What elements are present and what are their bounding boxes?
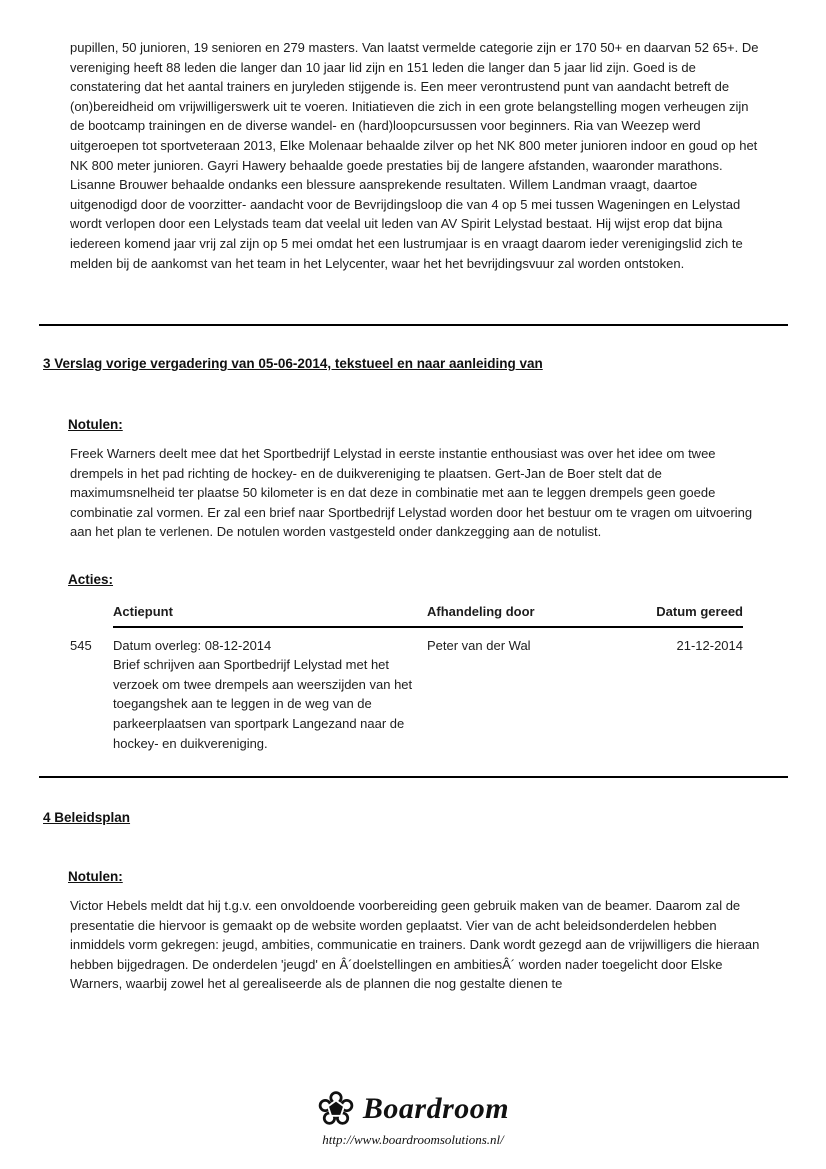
footer-url: http://www.boardroomsolutions.nl/ — [322, 1132, 504, 1147]
acties-header-actiepunt: Actiepunt — [113, 602, 427, 628]
action-row-afhandeling: Peter van der Wal — [427, 637, 531, 653]
section-divider-bottom — [39, 776, 788, 778]
section-3-heading: 3 Verslag vorige vergadering van 05-06-2014, tekstueel en naar aanleiding van — [43, 356, 543, 371]
flower-pentagon-icon — [317, 1090, 355, 1128]
action-row-datum: 21-12-2014 — [676, 637, 743, 653]
action-row-actiepunt — [113, 628, 427, 754]
section-4-heading: 4 Beleidsplan — [43, 810, 131, 825]
acties-table — [70, 602, 743, 753]
acties-header-nr-spacer — [70, 602, 113, 628]
section-divider-top — [39, 324, 788, 326]
page-footer — [0, 1088, 826, 1148]
boardroom-logo-text: Boardroom — [362, 1092, 510, 1125]
acties-header-datum: Datum gereed — [630, 602, 743, 628]
boardroom-logo — [0, 1088, 826, 1130]
action-description: Brief schrijven aan Sportbedrijf Lelystad met het verzoek om twee drempels aan weerszijden van het toegangshek aan te leggen in de weg van de parkeerplaatsen van sportpark Langezand naar de hockey- en duikvereniging. — [113, 657, 413, 751]
acties-heading: Acties: — [68, 572, 114, 587]
notulen-paragraph-section3: Freek Warners deelt mee dat het Sportbedrijf Lelystad in eerste instantie enthousiast was over het idee om twee drempels in het pad richting de hockey- en de duikvereniging te plaatsen. Gert-Jan de Boer stelt dat de maximumsnelheid ter plaatse 50 kilometer is en dat deze in combinatie met aan te leggen drempels geen goede combinatie zal vormen. Er zal een brief naar Sportbedrijf Lelystad worden door het bestuur om te vragen om uitvoering aan het plan te verlenen. De notulen worden vastgesteld onder dankzegging aan de notulist. — [70, 446, 753, 540]
action-date-line: Datum overleg: 08-12-2014 — [113, 637, 272, 653]
notulen-paragraph-section4: Victor Hebels meldt dat hij t.g.v. een onvoldoende voorbereiding geen gebruik maken van de beamer. Daarom zal de presentatie die hiervoor is gemaakt op de website worden geplaatst. Vier van de acht beleidsonderdelen hebben inmiddels vorm gekregen: jeugd, ambities, communicatie en trainers. Dank wordt gezegd aan de vrijwilligers die hieraan hebben bijgedragen. De onderdelen 'jeugd' en Â´doelstellingen en ambitiesÂ´ worden nader toegelicht door Elske Warners, waarbij zowel het al gerealiseerde als de plannen die nog gestalte dienen te — [70, 898, 760, 992]
notulen-heading-section3: Notulen: — [68, 417, 123, 432]
action-row-number: 545 — [70, 637, 92, 653]
intro-paragraph: pupillen, 50 junioren, 19 senioren en 279 masters. Van laatst vermelde categorie zijn er 170 50+ en daarvan 52 65+. De vereniging heeft 88 leden die langer dan 10 jaar lid zijn en 151 leden die langer dan 5 jaar lid zijn. Goed is de constatering dat het aantal trainers en juryleden stijgende is. Een meer verontrustend punt van aandacht betreft de (on)bereidheid om vrijwilligerswerk uit te voeren. Initiatieven die zich in een grote belangstelling mogen verheugen zijn de bootcamp trainingen en de diverse wandel- en (hard)loopcursussen voor beginners. Ria van Weezep werd uitgeroepen tot sportveteraan 2013, Elke Molenaar behaalde zilver op het NK 800 meter junioren indoor en goud op het NK 800 meter junioren. Gayri Hawery behaalde goede prestaties bij de langere afstanden, waaronder marathons. Lisanne Brouwer behaalde ondanks een blessure aansprekende resultaten. Willem Landman vraagt, daartoe uitgenodigd door de voorzitter- aandacht voor de Bevrijdingsloop die van 4 op 5 mei tussen Wageningen en Lelystad wordt verlopen door een Lelystads team dat veelal uit leden van AV Spirit Lelystad bestaat. Hij wijst erop dat bijna iedereen komend jaar vrij zal zijn op 5 mei omdat het een lustrumjaar is en vraagt daarom ieder verenigingslid zich te melden bij de aankomst van het team in het Lelycenter, waar het het bevrijdingsvuur zal worden ontstoken. — [70, 40, 759, 271]
acties-header-afhandeling: Afhandeling door — [427, 602, 630, 628]
notulen-heading-section4: Notulen: — [68, 869, 123, 884]
